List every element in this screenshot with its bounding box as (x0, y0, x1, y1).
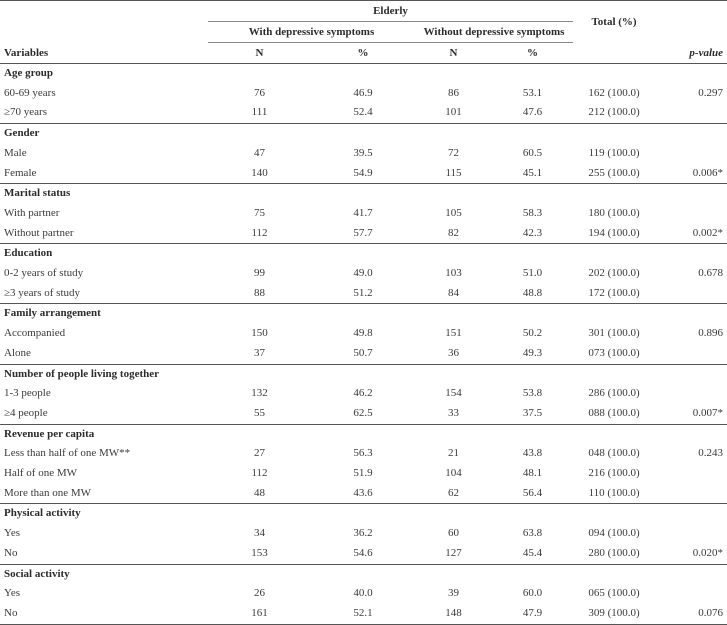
cell-pvalue (655, 584, 727, 604)
cell-total: 073 (100.0) (573, 344, 655, 364)
section-title: Social activity (4, 567, 70, 580)
section-title: Family arrangement (4, 307, 101, 320)
cell-pct-with: 40.0 (353, 587, 373, 600)
table-row (0, 164, 727, 184)
header-blank-right-2 (655, 22, 727, 43)
header-n-without: N (415, 43, 492, 64)
cell-n-without: 84 (415, 284, 492, 304)
cell-n-without: 60 (448, 527, 459, 540)
cell-pvalue: 0.678 (698, 267, 724, 280)
cell-pct-without: 58.3 (522, 206, 543, 219)
section-header-row (0, 124, 727, 144)
cell-n-with: 47 (254, 146, 265, 159)
cell-pct-without: 45.4 (492, 544, 573, 564)
cell-n-with: 76 (254, 86, 265, 99)
row-label: More than one MW (0, 484, 208, 504)
row-label: ≥4 people (0, 404, 208, 424)
cell-n-without: 151 (445, 327, 462, 340)
cell-pct-without: 60.0 (522, 587, 543, 600)
header-blank (0, 1, 208, 22)
cell-pvalue (655, 484, 727, 504)
cell-pct-without: 63.8 (522, 527, 543, 540)
cell-pvalue: 0.006* (655, 164, 727, 184)
section-header-row (0, 364, 727, 384)
cell-n-without: 127 (415, 544, 492, 564)
cell-n-with: 111 (208, 103, 311, 123)
cell-total: 280 (100.0) (573, 544, 655, 564)
cell-n-without: 86 (448, 86, 459, 99)
cell-pct-without: 43.8 (522, 447, 543, 460)
cell-pct-with: 49.0 (353, 267, 373, 280)
cell-total: 212 (100.0) (573, 103, 655, 123)
cell-pct-with: 57.7 (311, 224, 415, 244)
row-label: Female (0, 164, 208, 184)
cell-pvalue: 0.896 (698, 327, 724, 340)
cell-pct-with: 51.9 (353, 467, 373, 480)
cell-n-without: 21 (448, 447, 459, 460)
cell-total: 194 (100.0) (573, 224, 655, 244)
cell-total: 065 (100.0) (588, 587, 640, 600)
row-label: No (0, 544, 208, 564)
cell-pct-without: 53.1 (522, 86, 543, 99)
cell-total: 094 (100.0) (588, 527, 640, 540)
cell-total: 202 (100.0) (588, 267, 640, 280)
section-title: Physical activity (4, 507, 81, 520)
cell-pvalue: 0.002* (655, 224, 727, 244)
cell-n-without: 103 (445, 267, 462, 280)
cell-n-with: 37 (208, 344, 311, 364)
cell-total: 088 (100.0) (573, 404, 655, 424)
table-row (0, 344, 727, 364)
header-total: Total (%) (573, 1, 655, 43)
cell-pct-without: 50.2 (522, 327, 543, 340)
cell-pvalue (655, 524, 727, 544)
cell-n-with: 161 (208, 604, 311, 624)
cell-pct-with: 52.4 (311, 103, 415, 123)
cell-pct-with: 56.3 (353, 447, 373, 460)
section-header-row (0, 424, 727, 444)
row-label: Yes (4, 527, 21, 540)
table-row (0, 524, 727, 544)
table-row (0, 544, 727, 564)
cell-total: 216 (100.0) (588, 467, 640, 480)
cell-n-with: 153 (208, 544, 311, 564)
cell-pct-with: 54.6 (311, 544, 415, 564)
table-row (0, 584, 727, 604)
table-row (0, 484, 727, 504)
cell-pct-without: 37.5 (492, 404, 573, 424)
section-header-row (0, 64, 727, 84)
cell-pvalue (655, 204, 727, 224)
cell-total: 162 (100.0) (588, 86, 640, 99)
cell-pct-with: 54.9 (311, 164, 415, 184)
table-body (0, 64, 727, 625)
cell-pct-with: 39.5 (353, 146, 373, 159)
cell-pct-without: 42.3 (492, 224, 573, 244)
table-row (0, 384, 727, 404)
cell-n-with: 55 (208, 404, 311, 424)
cell-pct-with: 36.2 (353, 527, 373, 540)
header-blank-2 (0, 22, 208, 43)
row-label: ≥70 years (0, 103, 208, 123)
cell-pct-without: 51.0 (522, 267, 543, 280)
section-title: Gender (4, 127, 40, 140)
header-n-with: N (208, 43, 311, 64)
cell-total: 048 (100.0) (588, 447, 640, 460)
section-title: Number of people living together (4, 367, 160, 380)
row-label: Male (4, 146, 27, 159)
cell-total: 309 (100.0) (573, 604, 655, 624)
row-label: 60-69 years (4, 86, 56, 99)
cell-n-with: 140 (208, 164, 311, 184)
cell-n-with: 75 (254, 206, 265, 219)
cell-pvalue: 0.243 (698, 447, 724, 460)
cell-pct-without: 47.6 (492, 103, 573, 123)
row-label: 1-3 people (4, 387, 51, 400)
cell-pvalue (655, 103, 727, 123)
header-pct-with: % (311, 43, 415, 64)
section-title: Education (4, 247, 53, 260)
cell-n-with: 112 (208, 224, 311, 244)
cell-n-without: 101 (415, 103, 492, 123)
cell-pct-with: 43.6 (311, 484, 415, 504)
cell-total: 180 (100.0) (588, 206, 640, 219)
cell-pct-with: 46.9 (353, 86, 373, 99)
cell-total: 110 (100.0) (573, 484, 655, 504)
cell-total: 172 (100.0) (573, 284, 655, 304)
cell-pvalue (655, 284, 727, 304)
cell-n-with: 26 (254, 587, 265, 600)
header-elderly: Elderly (208, 1, 573, 22)
header-blank-right (655, 1, 727, 22)
cell-total: 301 (100.0) (588, 327, 640, 340)
table-row (0, 224, 727, 244)
cell-pvalue: 0.297 (698, 86, 724, 99)
cell-pct-with: 49.8 (353, 327, 373, 340)
cell-n-without: 33 (415, 404, 492, 424)
cell-pct-without: 56.4 (492, 484, 573, 504)
header-pct-without: % (492, 43, 573, 64)
cell-n-without: 154 (445, 387, 462, 400)
row-label: Less than half of one MW** (4, 447, 131, 460)
table-row (0, 103, 727, 123)
table-row (0, 144, 727, 164)
cell-n-without: 104 (445, 467, 462, 480)
table-row (0, 464, 727, 484)
table-row (0, 84, 727, 104)
row-label: Alone (0, 344, 208, 364)
cell-n-without: 62 (415, 484, 492, 504)
cell-pct-with: 41.7 (353, 206, 373, 219)
cell-total: 255 (100.0) (573, 164, 655, 184)
row-label: Accompanied (4, 327, 66, 340)
table-row (0, 444, 727, 464)
cell-n-without: 36 (415, 344, 492, 364)
cell-n-with: 88 (208, 284, 311, 304)
cell-n-with: 132 (251, 387, 268, 400)
row-label: Yes (4, 587, 21, 600)
cell-n-without: 115 (415, 164, 492, 184)
section-header-row (0, 244, 727, 264)
row-label: With partner (4, 206, 60, 219)
section-header-row (0, 504, 727, 524)
cell-pct-without: 60.5 (522, 146, 543, 159)
cell-total: 119 (100.0) (588, 146, 640, 159)
table-row (0, 324, 727, 344)
section-title: Marital status (4, 187, 71, 200)
cell-total: 286 (100.0) (588, 387, 640, 400)
section-header-row (0, 304, 727, 324)
cell-pct-without: 47.9 (492, 604, 573, 624)
header-pvalue: p-value (655, 43, 727, 64)
header-total-underline (573, 43, 655, 64)
cell-pct-without: 48.1 (522, 467, 543, 480)
cell-pct-without: 53.8 (522, 387, 543, 400)
section-title: Age group (4, 67, 53, 79)
table-row (0, 204, 727, 224)
cell-pvalue: 0.007* (655, 404, 727, 424)
cell-pct-without: 48.8 (492, 284, 573, 304)
header-with-depressive: With depressive symptoms (208, 22, 415, 43)
cell-n-with: 99 (254, 267, 265, 280)
cell-n-with: 112 (251, 467, 268, 480)
table-row (0, 604, 727, 624)
header-without-depressive: Without depressive symptoms (415, 22, 573, 43)
section-header-row (0, 564, 727, 584)
cell-pvalue (655, 144, 727, 164)
cell-pvalue: 0.076 (655, 604, 727, 624)
cell-n-without: 72 (448, 146, 459, 159)
header-variables: Variables (0, 43, 208, 64)
cell-pvalue: 0.020* (655, 544, 727, 564)
table-row (0, 284, 727, 304)
cell-n-with: 27 (254, 447, 265, 460)
table-row (0, 264, 727, 284)
cell-pct-with: 62.5 (311, 404, 415, 424)
cell-pvalue (655, 384, 727, 404)
cell-n-with: 34 (254, 527, 265, 540)
row-label: 0-2 years of study (4, 267, 84, 280)
row-label: No (0, 604, 208, 624)
table-row (0, 404, 727, 424)
cell-pct-with: 50.7 (311, 344, 415, 364)
row-label: ≥3 years of study (0, 284, 208, 304)
cell-pvalue (655, 464, 727, 484)
cell-n-without: 82 (415, 224, 492, 244)
cell-pct-with: 51.2 (311, 284, 415, 304)
cell-pvalue (655, 344, 727, 364)
row-label: Half of one MW (4, 467, 78, 480)
cell-pct-with: 46.2 (353, 387, 373, 400)
cell-pct-without: 45.1 (492, 164, 573, 184)
row-label: Without partner (0, 224, 208, 244)
cell-n-with: 150 (251, 327, 268, 340)
section-header-row (0, 184, 727, 204)
cell-pct-with: 52.1 (311, 604, 415, 624)
cell-n-with: 48 (208, 484, 311, 504)
section-title: Revenue per capita (4, 427, 95, 440)
cell-pct-without: 49.3 (492, 344, 573, 364)
cell-n-without: 148 (415, 604, 492, 624)
cell-n-without: 105 (445, 206, 462, 219)
cell-n-without: 39 (448, 587, 459, 600)
